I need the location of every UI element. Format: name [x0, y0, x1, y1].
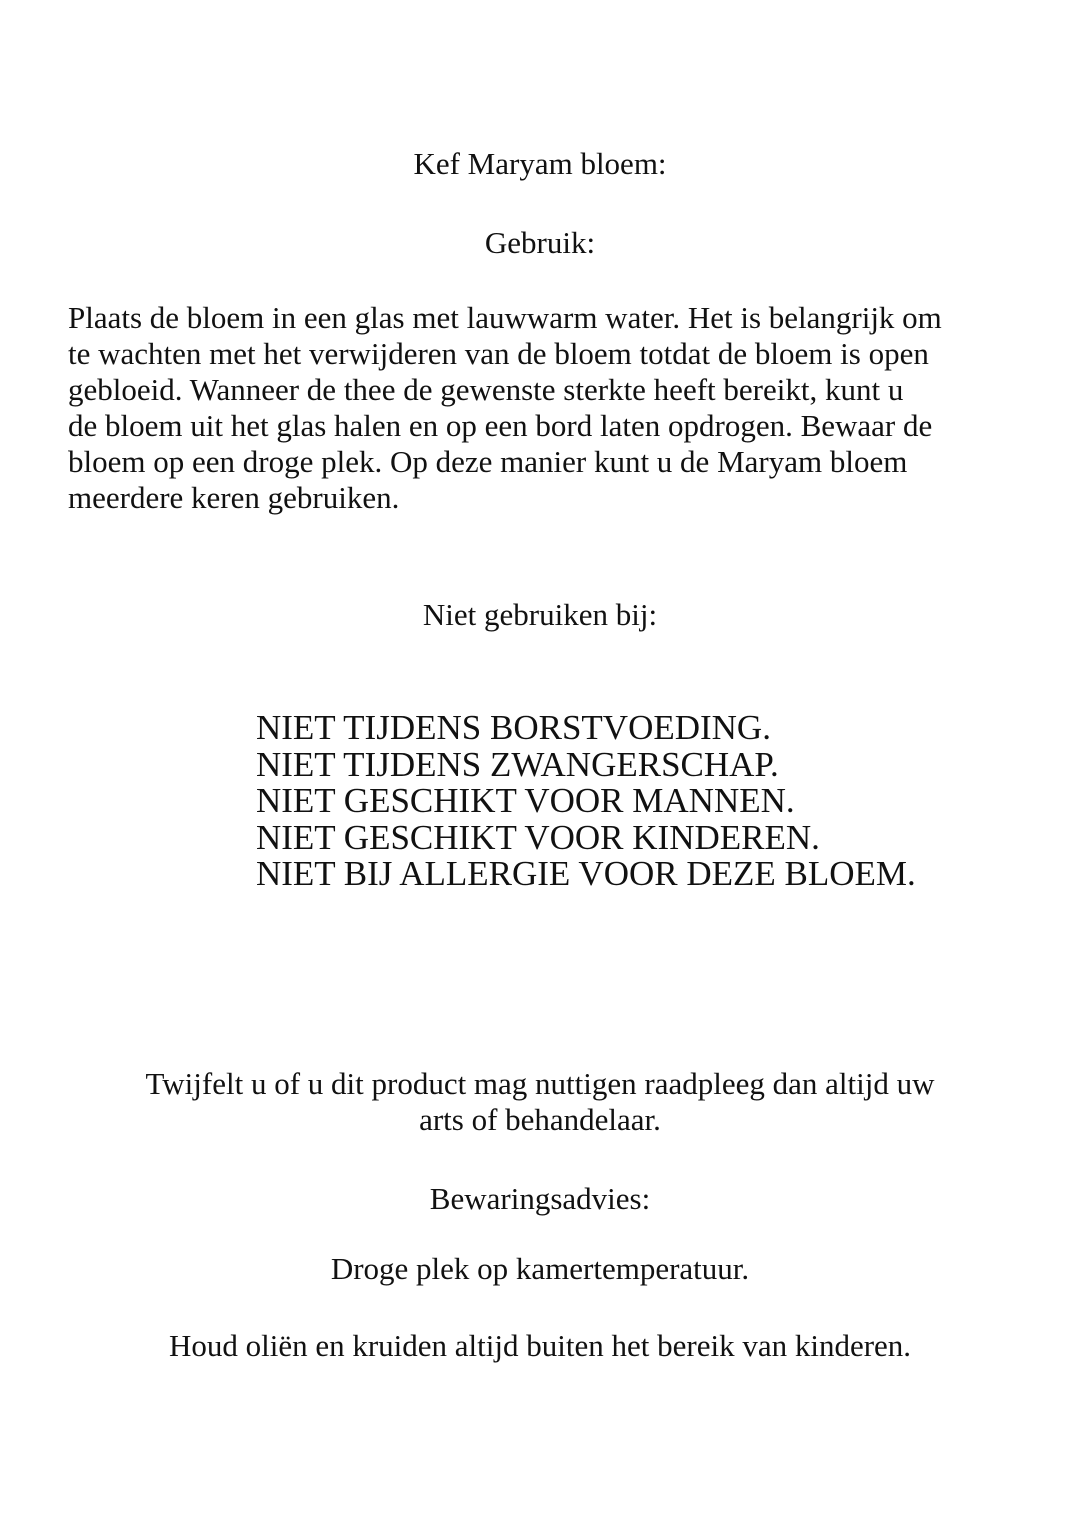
usage-line: gebloeid. Wanneer de thee de gewenste sterkte heeft bereikt, kunt u	[68, 372, 904, 407]
advice-line-2: arts of behandelaar.	[419, 1102, 661, 1137]
page-title: Kef Maryam bloem:	[413, 146, 667, 181]
usage-line: te wachten met het verwijderen van de bloem totdat de bloem is open	[68, 336, 929, 371]
warning-item: NIET TIJDENS ZWANGERSCHAP.	[256, 744, 779, 784]
contraindications-list	[256, 710, 916, 893]
warning-item: NIET GESCHIKT VOOR MANNEN.	[256, 781, 795, 820]
storage-text: Droge plek op kamertemperatuur.	[330, 1251, 750, 1286]
storage-heading: Bewaringsadvies:	[429, 1181, 651, 1216]
usage-heading: Gebruik:	[484, 225, 596, 260]
usage-line: Plaats de bloem in een glas met lauwwarm water. Het is belangrijk om	[68, 300, 942, 335]
warning-item: NIET BIJ ALLERGIE VOOR DEZE BLOEM.	[256, 854, 916, 893]
usage-line: meerdere keren gebruiken.	[68, 480, 400, 515]
warning-item: NIET GESCHIKT VOOR KINDEREN.	[256, 817, 820, 857]
usage-line: de bloem uit het glas halen en op een bord laten opdrogen. Bewaar de	[68, 408, 933, 443]
contraindications-heading: Niet gebruiken bij:	[422, 597, 658, 632]
usage-paragraph	[68, 300, 1028, 516]
warning-item: NIET TIJDENS BORSTVOEDING.	[256, 708, 771, 747]
advice-line-1: Twijfelt u of u dit product mag nuttigen raadpleeg dan altijd uw	[145, 1066, 935, 1101]
usage-line: bloem op een droge plek. Op deze manier kunt u de Maryam bloem	[68, 444, 908, 479]
footer-warning: Houd oliën en kruiden altijd buiten het bereik van kinderen.	[168, 1328, 912, 1363]
